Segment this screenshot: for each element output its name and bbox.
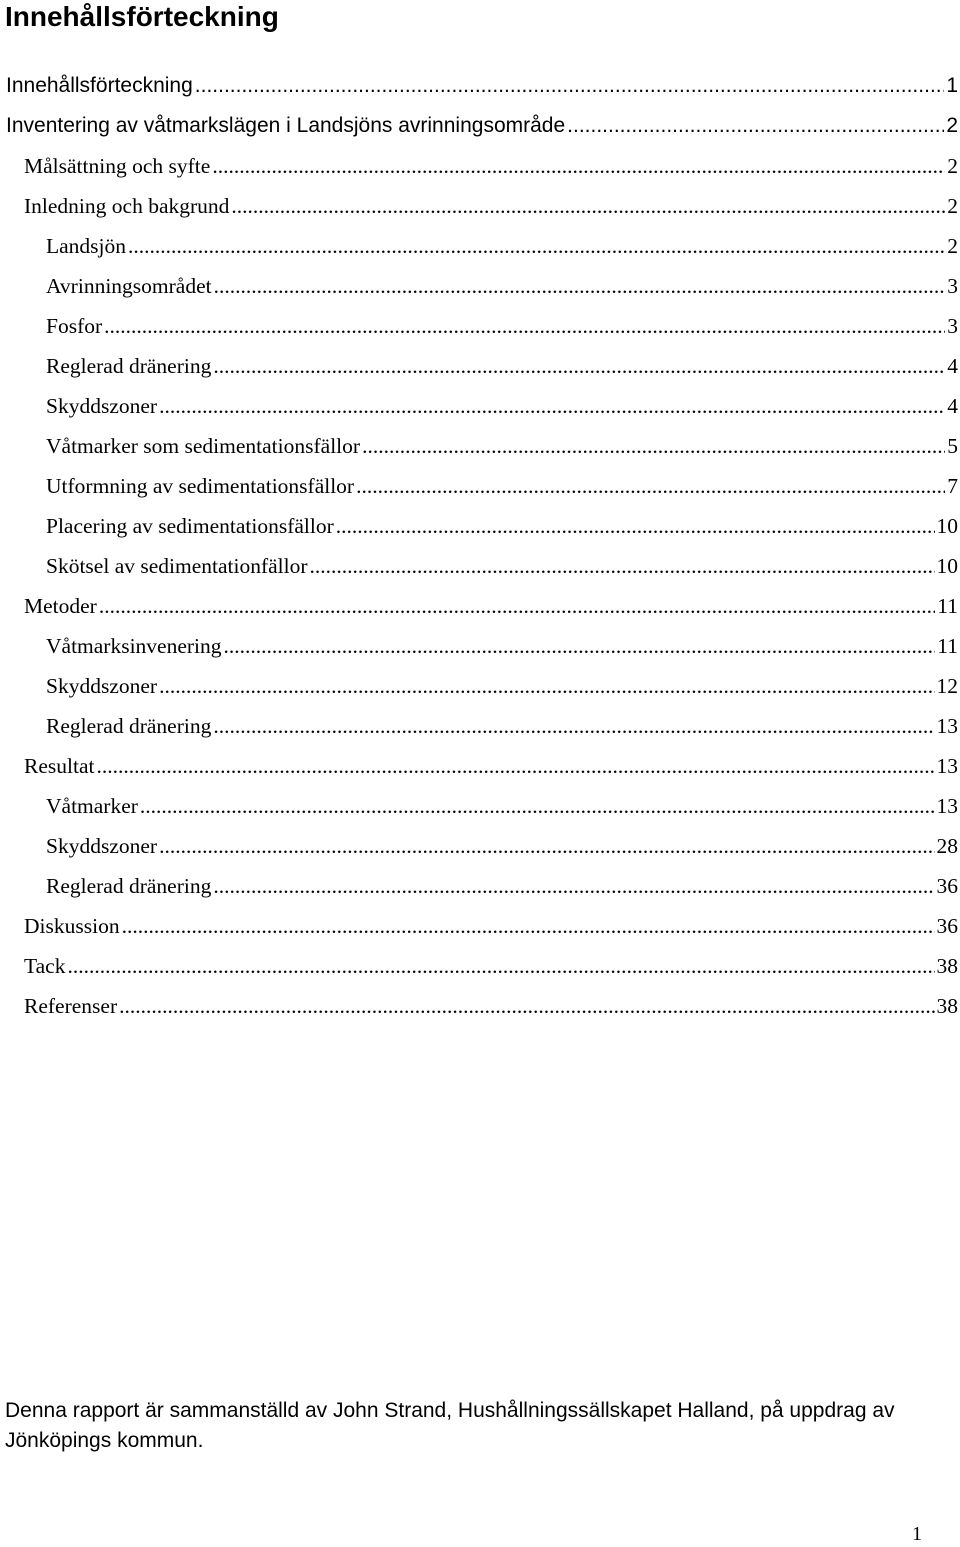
toc-leader-dots (212, 154, 945, 179)
toc-entry[interactable] (0, 586, 960, 626)
toc-entry-page: 13 (936, 753, 958, 778)
toc-entry-label: Resultat (24, 753, 95, 778)
toc-leader-dots (224, 634, 936, 659)
toc-entry-page: 36 (936, 913, 958, 938)
toc-leader-dots (119, 994, 934, 1019)
toc-entry-label: Inledning och bakgrund (24, 193, 230, 218)
toc-leader-dots (356, 474, 945, 499)
toc-entry[interactable] (0, 466, 960, 506)
toc-leader-dots (362, 434, 945, 459)
toc-entry-label: Metoder (24, 593, 97, 618)
toc-entry-page: 2 (946, 114, 958, 137)
toc-entry-label: Innehållsförteckning (6, 74, 193, 97)
toc-entry[interactable] (0, 626, 960, 666)
toc-entry[interactable] (0, 226, 960, 266)
toc-leader-dots (195, 74, 945, 98)
toc-entry[interactable] (0, 946, 960, 986)
toc-entry-page: 38 (936, 993, 958, 1018)
toc-entry-label: Placering av sedimentationsfällor (46, 513, 334, 538)
toc-leader-dots (104, 314, 945, 339)
toc-entry-page: 2 (947, 153, 958, 178)
toc-entry-page: 10 (936, 553, 958, 578)
toc-leader-dots (214, 274, 946, 299)
toc-leader-dots (159, 674, 934, 699)
toc-leader-dots (67, 954, 934, 979)
toc-leader-dots (231, 194, 945, 219)
toc-entry[interactable] (0, 306, 960, 346)
toc-entry[interactable] (0, 546, 960, 586)
page-number: 1 (912, 1523, 922, 1545)
table-of-contents (0, 66, 960, 1026)
toc-entry-page: 10 (936, 513, 958, 538)
toc-entry-page: 11 (937, 633, 958, 658)
toc-leader-dots (96, 754, 934, 779)
toc-entry-page: 3 (947, 313, 958, 338)
toc-entry-page: 13 (936, 793, 958, 818)
toc-entry-label: Skötsel av sedimentationfällor (46, 553, 308, 578)
toc-entry[interactable] (0, 706, 960, 746)
toc-entry-page: 4 (947, 353, 958, 378)
toc-entry-page: 4 (947, 393, 958, 418)
toc-entry-page: 7 (947, 473, 958, 498)
toc-entry-page: 2 (947, 233, 958, 258)
toc-entry-page: 28 (936, 833, 958, 858)
toc-entry[interactable] (0, 266, 960, 306)
toc-entry[interactable] (0, 746, 960, 786)
toc-entry[interactable] (0, 386, 960, 426)
toc-entry[interactable] (0, 426, 960, 466)
toc-entry-page: 11 (937, 593, 958, 618)
toc-entry-page: 2 (947, 193, 958, 218)
toc-entry-label: Reglerad dränering (46, 873, 212, 898)
toc-entry[interactable] (0, 186, 960, 226)
toc-entry[interactable] (0, 66, 960, 106)
toc-entry-label: Fosfor (46, 313, 103, 338)
toc-entry-label: Avrinningsområdet (46, 273, 212, 298)
report-credit-note: Denna rapport är sammanställd av John Strand, Hushållningssällskapet Halland, på uppdrag av Jönköpings kommun. (5, 1399, 895, 1452)
toc-entry-label: Inventering av våtmarkslägen i Landsjöns avrinningsområde (6, 114, 566, 137)
toc-entry[interactable] (0, 146, 960, 186)
toc-entry-page: 3 (947, 273, 958, 298)
toc-entry-label: Diskussion (24, 913, 120, 938)
toc-entry-page: 12 (936, 673, 958, 698)
toc-entry[interactable] (0, 106, 960, 146)
toc-entry-label: Våtmarksinvenering (46, 633, 222, 658)
toc-entry-page: 5 (947, 433, 958, 458)
toc-entry[interactable] (0, 906, 960, 946)
toc-entry-label: Reglerad dränering (46, 713, 212, 738)
toc-entry[interactable] (0, 786, 960, 826)
toc-entry[interactable] (0, 986, 960, 1026)
toc-entry-label: Skyddszoner (46, 393, 158, 418)
toc-leader-dots (140, 794, 935, 819)
toc-entry-label: Landsjön (46, 233, 127, 258)
toc-entry-label: Våtmarker (46, 793, 138, 818)
toc-entry-page: 1 (946, 74, 958, 97)
toc-leader-dots (336, 514, 935, 539)
toc-entry-label: Tack (24, 953, 66, 978)
toc-entry-label: Skyddszoner (46, 673, 158, 698)
toc-leader-dots (213, 714, 934, 739)
toc-entry-label: Våtmarker som sedimentationsfällor (46, 433, 361, 458)
page-title: Innehållsförteckning (5, 1, 279, 32)
toc-entry-label: Reglerad dränering (46, 353, 212, 378)
toc-leader-dots (159, 834, 934, 859)
toc-entry[interactable] (0, 826, 960, 866)
toc-entry-page: 38 (936, 953, 958, 978)
toc-entry-page: 36 (936, 873, 958, 898)
toc-leader-dots (213, 354, 945, 379)
toc-entry-label: Målsättning och syfte (24, 153, 211, 178)
toc-leader-dots (99, 594, 935, 619)
toc-leader-dots (567, 114, 944, 138)
toc-leader-dots (159, 394, 945, 419)
toc-entry-label: Skyddszoner (46, 833, 158, 858)
toc-entry[interactable] (0, 866, 960, 906)
toc-leader-dots (310, 554, 935, 579)
toc-entry-label: Utformning av sedimentationsfällor (46, 473, 355, 498)
toc-entry[interactable] (0, 346, 960, 386)
toc-entry-label: Referenser (24, 993, 118, 1018)
toc-entry[interactable] (0, 666, 960, 706)
toc-entry-page: 13 (936, 713, 958, 738)
toc-entry[interactable] (0, 506, 960, 546)
toc-leader-dots (213, 874, 934, 899)
toc-leader-dots (122, 914, 935, 939)
toc-leader-dots (128, 234, 945, 259)
